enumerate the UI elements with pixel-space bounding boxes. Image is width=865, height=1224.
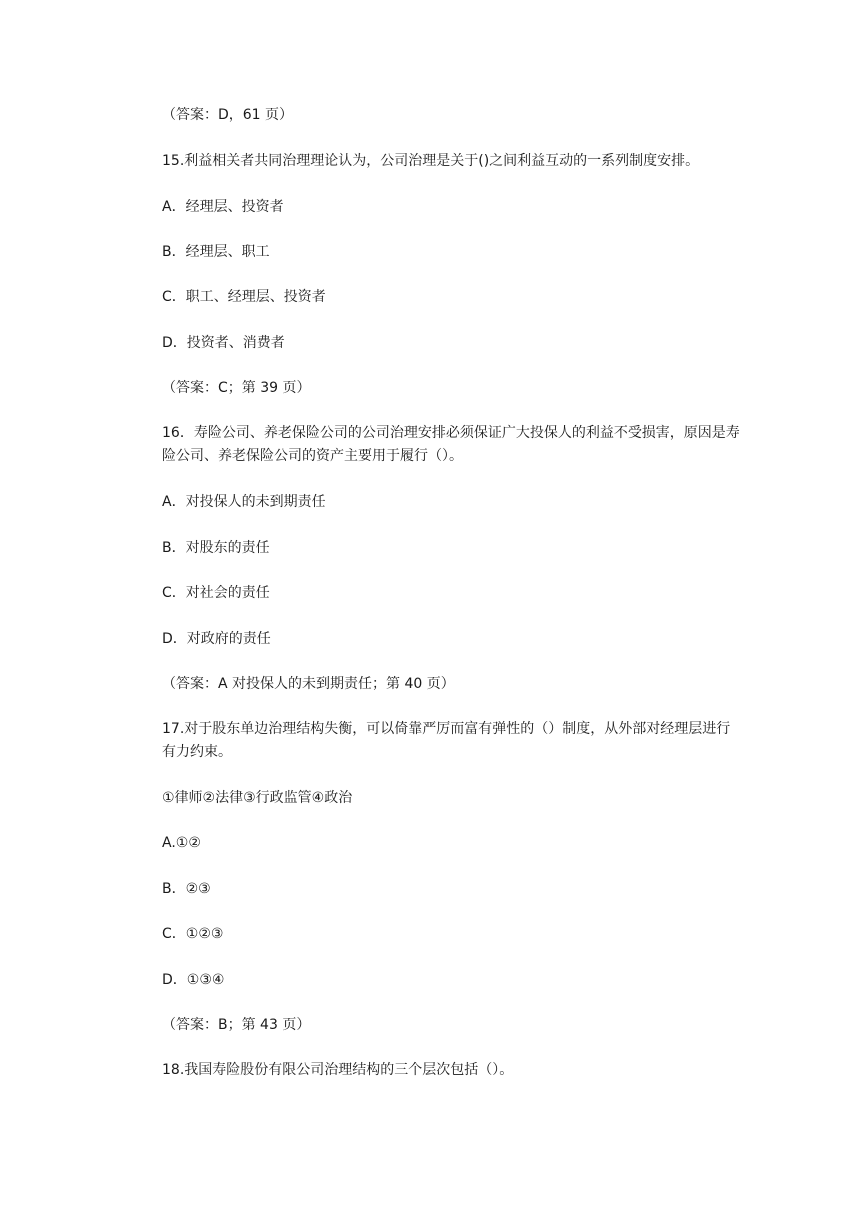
option-17c: C．①②③ <box>162 926 224 942</box>
option-15a: A．经理层、投资者 <box>162 199 284 215</box>
answer-q14: （答案：D，61 页） <box>162 107 294 123</box>
option-15b: B．经理层、职工 <box>162 244 270 260</box>
question-17-items: ①律师②法律③行政监管④政治 <box>162 790 353 806</box>
option-15c: C．职工、经理层、投资者 <box>162 289 326 305</box>
option-15d: D．投资者、消费者 <box>162 335 285 351</box>
question-18: 18.我国寿险股份有限公司治理结构的三个层次包括（）。 <box>162 1062 514 1078</box>
question-15: 15.利益相关者共同治理理论认为，公司治理是关于()之间利益互动的一系列制度安排。 <box>162 153 700 169</box>
option-16a: A．对投保人的未到期责任 <box>162 494 326 510</box>
question-16: 16．寿险公司、养老保险公司的公司治理安排必须保证广大投保人的利益不受损害，原因是寿险公司、养老保险公司的资产主要用于履行（）。 <box>162 425 740 464</box>
question-17: 17.对于股东单边治理结构失衡，可以倚靠严厉而富有弹性的（）制度，从外部对经理层进行有力约束。 <box>162 721 731 760</box>
answer-q16: （答案：A 对投保人的未到期责任；第 40 页） <box>162 676 455 692</box>
answer-q17: （答案：B；第 43 页） <box>162 1017 311 1033</box>
option-17b: B．②③ <box>162 881 211 897</box>
option-16d: D．对政府的责任 <box>162 631 271 647</box>
option-16b: B．对股东的责任 <box>162 540 270 556</box>
option-17a: A.①② <box>162 835 201 851</box>
option-17d: D．①③④ <box>162 972 225 988</box>
option-16c: C．对社会的责任 <box>162 585 270 601</box>
answer-q15: （答案：C；第 39 页） <box>162 380 311 396</box>
